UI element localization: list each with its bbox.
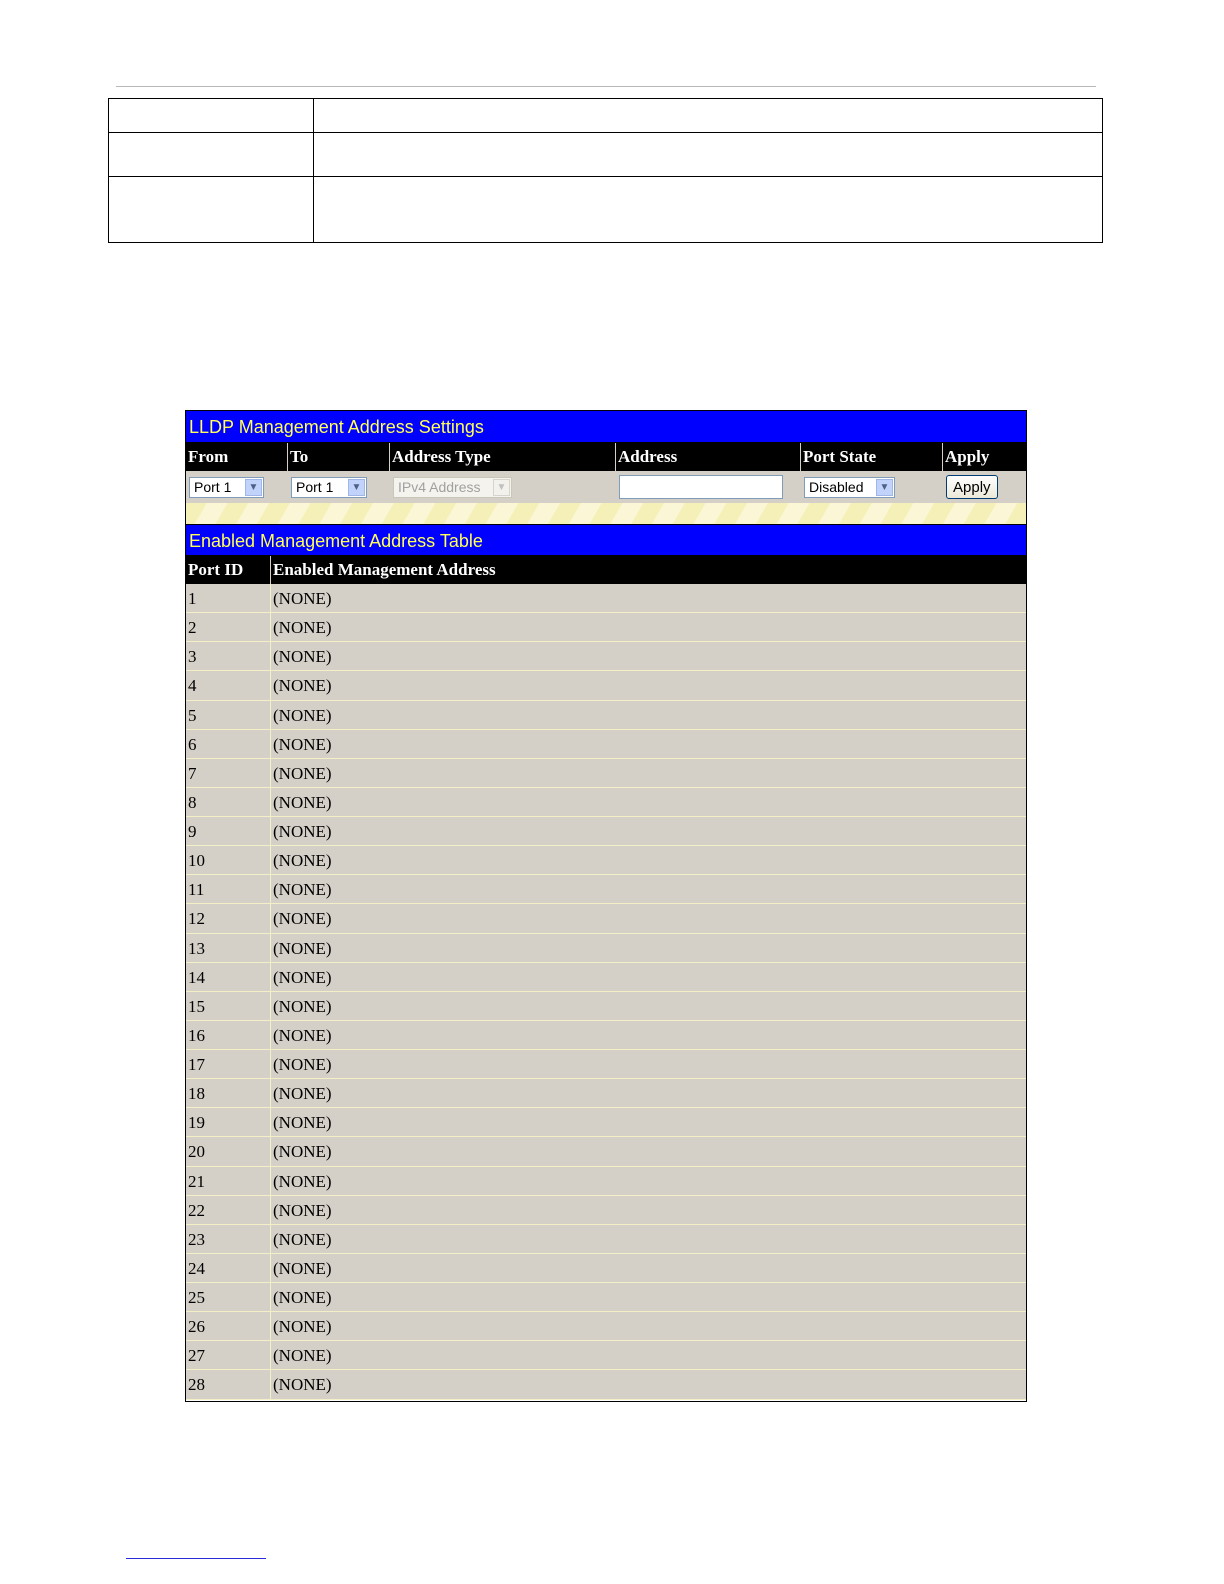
table-row — [186, 934, 1026, 963]
enabled-address-column-header: Enabled Management Address — [273, 560, 496, 579]
management-address-cell: (NONE) — [273, 909, 332, 929]
chevron-down-icon[interactable]: ▼ — [348, 479, 365, 496]
port-state-select[interactable] — [804, 477, 895, 498]
document-table-row — [109, 99, 1103, 133]
management-address-cell: (NONE) — [273, 938, 332, 958]
settings-panel-title: LLDP Management Address Settings — [186, 411, 1026, 443]
port-id-cell: 10 — [186, 846, 271, 874]
port-id-cell: 27 — [186, 1341, 271, 1369]
port-id-cell: 5 — [186, 701, 271, 729]
table-row — [186, 788, 1026, 817]
management-address-cell: (NONE) — [273, 1055, 332, 1074]
table-row — [186, 613, 1026, 642]
document-table — [108, 98, 1103, 243]
address-type-value: IPv4 Address — [398, 479, 481, 495]
port-id-cell: 7 — [186, 759, 271, 787]
to-port-select[interactable] — [291, 477, 367, 498]
management-address-cell: (NONE) — [273, 1200, 332, 1220]
port-id-cell: 1 — [186, 584, 271, 612]
table-header-row — [186, 556, 1026, 584]
table-row — [186, 1283, 1026, 1312]
port-id-cell: 21 — [186, 1167, 271, 1195]
management-address-cell: (NONE) — [273, 1113, 332, 1133]
table-row — [186, 1312, 1026, 1341]
management-address-cell: (NONE) — [273, 1375, 332, 1395]
management-address-cell: (NONE) — [273, 1317, 332, 1337]
port-id-cell: 22 — [186, 1196, 271, 1224]
port-id-column-header: Port ID — [186, 556, 271, 584]
document-table-row — [109, 133, 1103, 177]
table-row — [186, 1021, 1026, 1050]
table-row — [186, 1254, 1026, 1283]
management-address-cell: (NONE) — [273, 647, 332, 667]
address-input[interactable] — [619, 475, 783, 499]
port-id-cell: 14 — [186, 963, 271, 991]
port-id-cell: 8 — [186, 788, 271, 816]
port-state-cell — [801, 471, 943, 503]
table-row — [186, 1108, 1026, 1137]
table-row — [186, 817, 1026, 846]
table-row — [186, 963, 1026, 992]
port-id-cell: 19 — [186, 1108, 271, 1136]
table-row — [186, 1050, 1026, 1079]
table-row — [186, 904, 1026, 933]
port-id-cell: 18 — [186, 1079, 271, 1107]
port-state-value: Disabled — [809, 479, 864, 495]
table-row — [186, 584, 1026, 613]
chevron-down-icon[interactable]: ▼ — [876, 479, 893, 496]
apply-button[interactable]: Apply — [946, 475, 998, 499]
to-cell — [288, 471, 390, 503]
port-id-cell: 6 — [186, 730, 271, 758]
port-id-cell: 4 — [186, 671, 271, 699]
address-type-cell — [390, 471, 616, 503]
management-address-cell: (NONE) — [273, 763, 332, 783]
from-port-select[interactable] — [189, 477, 264, 498]
to-port-value: Port 1 — [296, 479, 334, 495]
document-table-cell — [109, 133, 314, 177]
table-row — [186, 1370, 1026, 1399]
apply-header: Apply — [945, 447, 990, 466]
port-id-cell: 15 — [186, 992, 271, 1020]
management-address-cell: (NONE) — [273, 822, 332, 841]
management-address-cell: (NONE) — [273, 1084, 332, 1104]
lldp-management-window — [185, 410, 1027, 1402]
table-row — [186, 992, 1026, 1021]
port-id-cell: 24 — [186, 1254, 271, 1282]
port-id-cell: 23 — [186, 1225, 271, 1253]
management-address-cell: (NONE) — [273, 676, 332, 696]
chevron-down-icon: ▼ — [493, 479, 510, 496]
port-id-cell: 17 — [186, 1050, 271, 1078]
management-address-cell: (NONE) — [273, 589, 332, 608]
management-address-cell: (NONE) — [273, 705, 332, 725]
table-panel-title: Enabled Management Address Table — [186, 524, 1026, 556]
table-row — [186, 875, 1026, 904]
management-address-cell: (NONE) — [273, 1288, 332, 1307]
port-id-cell: 20 — [186, 1137, 271, 1165]
management-address-cell: (NONE) — [273, 734, 332, 754]
table-row — [186, 1225, 1026, 1254]
port-state-header: Port State — [801, 443, 943, 471]
port-id-cell: 28 — [186, 1370, 271, 1398]
port-id-cell: 2 — [186, 613, 271, 641]
from-port-value: Port 1 — [194, 479, 232, 495]
document-table-cell — [314, 133, 1103, 177]
chevron-down-icon[interactable]: ▼ — [245, 479, 262, 496]
table-row — [186, 1341, 1026, 1370]
management-address-cell: (NONE) — [273, 880, 332, 900]
port-id-cell: 25 — [186, 1283, 271, 1311]
port-id-cell: 13 — [186, 934, 271, 962]
port-id-cell: 26 — [186, 1312, 271, 1340]
table-row — [186, 1196, 1026, 1225]
from-cell — [186, 471, 288, 503]
apply-cell — [943, 471, 1026, 503]
to-header: To — [288, 443, 390, 471]
settings-header-row — [186, 443, 1026, 471]
port-id-cell: 16 — [186, 1021, 271, 1049]
from-header: From — [186, 443, 288, 471]
document-table-cell — [314, 177, 1103, 243]
port-id-cell: 12 — [186, 904, 271, 932]
table-row — [186, 759, 1026, 788]
management-address-cell: (NONE) — [273, 1346, 332, 1366]
document-table-cell — [109, 177, 314, 243]
table-row — [186, 642, 1026, 671]
header-rule — [116, 86, 1096, 87]
management-address-cell: (NONE) — [273, 1171, 332, 1191]
port-id-cell: 9 — [186, 817, 271, 845]
management-address-cell: (NONE) — [273, 996, 332, 1016]
management-address-cell: (NONE) — [273, 967, 332, 987]
management-address-cell: (NONE) — [273, 1142, 332, 1162]
management-address-cell: (NONE) — [273, 851, 332, 871]
table-row — [186, 1167, 1026, 1196]
settings-form-row — [186, 471, 1026, 503]
table-row — [186, 730, 1026, 759]
management-address-cell: (NONE) — [273, 1025, 332, 1045]
table-row — [186, 1079, 1026, 1108]
address-header: Address — [616, 443, 801, 471]
table-row — [186, 1137, 1026, 1166]
footer-link-underline — [126, 1558, 266, 1559]
table-row — [186, 671, 1026, 700]
table-row — [186, 846, 1026, 875]
document-table-row — [109, 177, 1103, 243]
table-body — [186, 584, 1026, 1400]
management-address-cell: (NONE) — [273, 618, 332, 638]
address-cell — [616, 471, 801, 503]
document-table-cell — [314, 99, 1103, 133]
management-address-cell: (NONE) — [273, 1258, 332, 1278]
management-address-cell: (NONE) — [273, 792, 332, 812]
address-type-select — [393, 477, 512, 498]
decorative-band — [186, 503, 1026, 524]
management-address-cell: (NONE) — [273, 1229, 332, 1249]
port-id-cell: 11 — [186, 875, 271, 903]
address-type-header: Address Type — [390, 443, 616, 471]
table-row — [186, 701, 1026, 730]
document-table-cell — [109, 99, 314, 133]
port-id-cell: 3 — [186, 642, 271, 670]
